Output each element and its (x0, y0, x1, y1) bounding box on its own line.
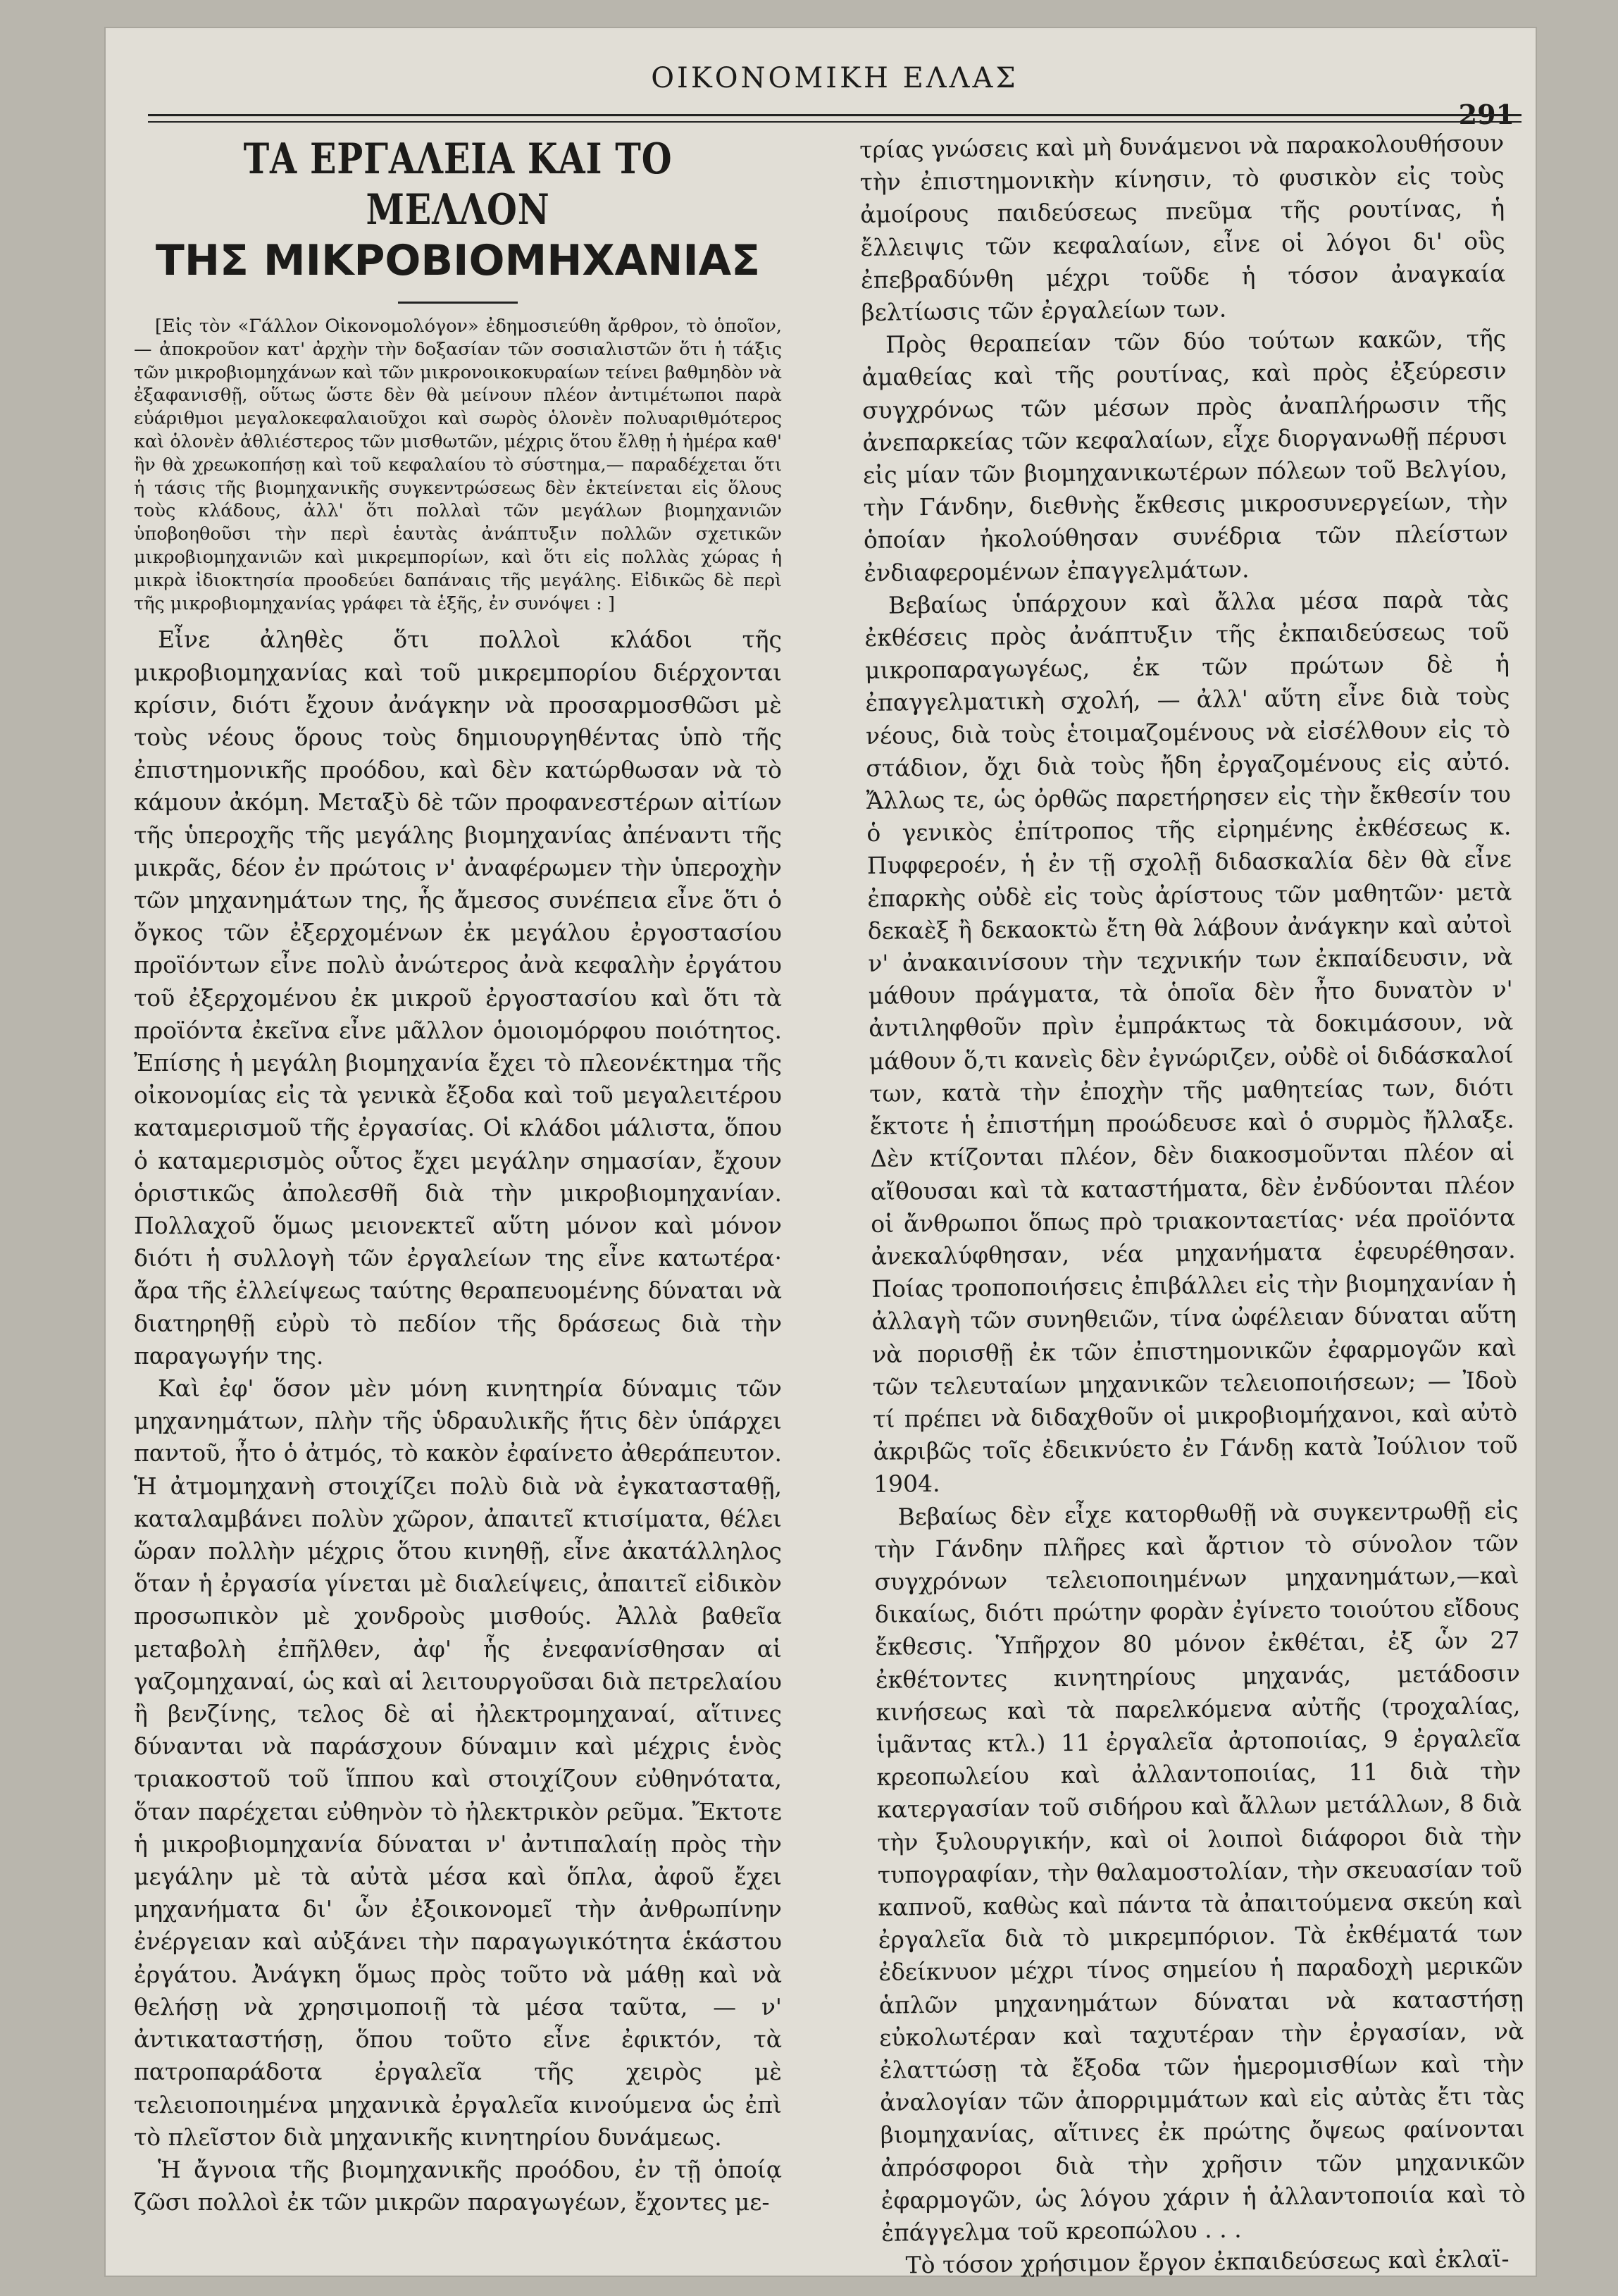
header-rule (148, 114, 1521, 116)
body-paragraph: Βεβαίως δὲν εἶχε κατορθωθῇ νὰ συγκεντρωθῇ εἰς τὴν Γάνδην πλῆρες καὶ ἄρτιον τὸ σύνολον τῶν συγχρόνων τελειοποιημένων μηχανημάτων,—καὶ δικαίως, διότι πρώτην φορὰν ἐγίνετο τοιούτου εἴδους ἔκθεσις. Ὑπῆρχον 80 μόνον ἐκθέται, ἐξ ὧν 27 ἐκθέτοντες κινητηρίους μηχανάς, μετάδοσιν κινήσεως καὶ τὰ παρελκόμενα αὐτῆς (τροχαλίας, ἱμᾶντας κτλ.) 11 ἐργαλεῖα ἀρτοποιίας, 9 ἐργαλεῖα κρεοπωλείου καὶ ἀλλαντοποιίας, 11 διὰ τὴν κατεργασίαν τοῦ σιδήρου καὶ ἄλλων μετάλλων, 8 διὰ τὴν ξυλουργικήν, καὶ οἱ λοιποὶ διάφοροι διὰ τὴν τυπογραφίαν, τὴν θαλαμοστολίαν, τὴν σκευασίαν τοῦ καπνοῦ, καθὼς καὶ πάντα τὰ ἀπαιτούμενα σκεύη καὶ ἐργαλεῖα διὰ τὸ μικρεμπόριον. Τὰ ἐκθέματά των ἐδείκνυον μέχρι τίνος σημείου ἡ παραδοχὴ μερικῶν ἁπλῶν μηχανημάτων δύναται νὰ καταστήσῃ εὐκολωτέραν καὶ ταχυτέραν τὴν ἐργασίαν, νὰ ἐλαττώσῃ τὰ ἔξοδα τῶν ἡμερομισθίων καὶ τὴν ἀναλογίαν τῶν ἀπορριμμάτων καὶ εἰς αὐτὰς ἔτι τὰς βιομηχανίας, αἵτινες ἐκ πρώτης ὄψεως φαίνονται ἀπρόσφοροι διὰ τὴν χρῆσιν τῶν μηχανικῶν ἐφαρμογῶν, ὡς λόγου χάριν ἡ ἀλλαντοποιία καὶ τὸ ἐπάγγελμα τοῦ κρεοπώλου . . . (873, 1496, 1526, 2247)
body-paragraph: Τὸ τόσον χρήσιμον ἔργον ἐκπαιδεύσεως καὶ ἐκλαϊ- (905, 2245, 1510, 2279)
body-paragraph: Πρὸς θεραπείαν τῶν δύο τούτων κακῶν, τῆς ἀμαθείας καὶ τῆς ρουτίνας, καὶ πρὸς ἐξεύρεσιν συγχρόνως τῶν μέσων πρὸς ἀναπλήρωσιν τῆς ἀνεπαρκείας τῶν κεφαλαίων, εἶχε διοργανωθῇ πέρυσι εἰς μίαν τῶν βιομηχανικωτέρων πόλεων τοῦ Βελγίου, τὴν Γάνδην, διεθνὴς ἔκθεσις μικροσυνεργείων, τὴν ὁποίαν ἠκολούθησαν συνέδρια τῶν πλείστων ἐνδιαφερομένων ἐπαγγελμάτων. (861, 324, 1509, 587)
journal-title: ΟΙΚΟΝΟΜΙΚΗ ΕΛΛΑΣ (651, 62, 1019, 94)
article-title-line-1: ΤΑ ΕΡΓΑΛΕΙΑ ΚΑΙ ΤΟ ΜΕΛΛΟΝ (243, 135, 673, 235)
body-paragraph: Καὶ ἐφ' ὅσον μὲν μόνη κινητηρία δύναμις τῶν μηχανημάτων, πλὴν τῆς ὑδραυλικῆς ἥτις δὲν ὑπάρχει παντοῦ, ἦτο ὁ ἀτμός, τὸ κακὸν ἐφαίνετο ἀθεράπευτον. Ἡ ἀτμομηχανὴ στοιχίζει πολὺ διὰ νὰ ἐγκατασταθῇ, καταλαμβάνει πολὺν χῶρον, ἀπαιτεῖ κτισίματα, θέλει ὥραν πολλὴν μέχρις ὅτου κινηθῇ, εἶνε ἀκατάλληλος ὅταν ἡ ἐργασία γίνεται μὲ διαλείψεις, ἀπαιτεῖ εἰδικὸν προσωπικὸν μὲ χονδροὺς μισθούς. Ἀλλὰ βαθεῖα μεταβολὴ ἐπῆλθεν, ἀφ' ἧς ἐνεφανίσθησαν αἱ γαζομηχαναί, ὡς καὶ αἱ λειτουργοῦσαι διὰ πετρελαίου ἢ βενζίνης, τελος δὲ αἱ ἠλεκτρομηχαναί, αἵτινες δύνανται νὰ παράσχουν δύναμιν καὶ μέχρις ἑνὸς τριακοστοῦ τοῦ ἵππου καὶ στοιχίζουν εὐθηνότατα, ὅταν παρέχεται εὐθηνὸν τὸ ἠλεκτρικὸν ρεῦμα. Ἔκτοτε ἡ μικροβιομηχανία δύναται ν' ἀντιπαλαίῃ πρὸς τὴν μεγάλην μὲ τὰ αὐτὰ μέσα καὶ ὅπλα, ἀφοῦ ἔχει μηχανήματα δι' ὧν ἐξοικονομεῖ τὴν ἀνθρωπίνην ἐνέργειαν καὶ αὐξάνει τὴν παραγωγικότητα ἑκάστου ἐργάτου. Ἀνάγκη ὅμως πρὸς τοῦτο νὰ μάθῃ καὶ νὰ θελήσῃ νὰ χρησιμοποιῇ τὰ μέσα ταῦτα, — ν' ἀντικαταστήσῃ, ὅπου τοῦτο εἶνε ἐφικτόν, τὰ πατροπαράδοτα ἐργαλεῖα τῆς χειρὸς μὲ τελειοποιημένα μηχανικὰ ἐργαλεῖα κινούμενα ὡς ἐπὶ τὸ πλεῖστον διὰ μηχανικῆς κινητηρίου δυνάμεως. (134, 1375, 782, 2151)
article-title-line-2: ΤΗΣ ΜΙΚΡΟΒΙΟΜΗΧΑΝΙΑΣ (155, 236, 761, 285)
body-paragraph-continued: τρίας γνώσεις καὶ μὴ δυνάμενοι νὰ παρακολουθήσουν τὴν ἐπιστημονικὴν κίνησιν, τὸ φυσικὸν εἰς τοὺς ἀμοίρους παιδεύσεως πνεῦμα τῆς ρουτίνας, ἡ ἔλλειψις τῶν κεφαλαίων, εἶνε οἱ λόγοι δι' οὓς ἐπεβραδύνθη μέχρι τοῦδε ἡ τόσον ἀναγκαία βελτίωσις τῶν ἐργαλείων των. (859, 129, 1506, 327)
right-column (859, 127, 1526, 2279)
body-paragraph: Βεβαίως ὑπάρχουν καὶ ἄλλα μέσα παρὰ τὰς ἐκθέσεις πρὸς ἀνάπτυξιν τῆς ἐκπαιδεύσεως τοῦ μικροπαραγωγέως, ἐκ τῶν πρώτων δὲ ἡ ἐπαγγελματικὴ σχολή, — ἀλλ' αὕτη εἶνε διὰ τοὺς νέους, διὰ τοὺς ἑτοιμαζομένους νὰ εἰσέλθουν εἰς τὸ στάδιον, ὄχι διὰ τοὺς ἤδη ἐργαζομένους εἰς αὐτό. Ἄλλως τε, ὡς ὀρθῶς παρετήρησεν εἰς τὴν ἔκθεσίν του ὁ γενικὸς ἐπίτροπος τῆς εἰρημένης ἐκθέσεως κ. Πυφφεροέν, ἡ ἐν τῇ σχολῇ διδασκαλία δὲν θὰ εἶνε ἐπαρκὴς οὐδὲ εἰς τοὺς ἀρίστους τῶν μαθητῶν· μετὰ δεκαὲξ ἢ δεκαοκτὼ ἔτη θὰ λάβουν ἀνάγκην καὶ αὐτοὶ ν' ἀνακαινίσουν τὴν τεχνικήν των ἐκπαίδευσιν, νὰ μάθουν πράγματα, τὰ ὁποῖα δὲν ἦτο δυνατὸν ν' ἀντιληφθοῦν πρὶν ἐμπράκτως τὰ δοκιμάσουν, νὰ μάθουν ὅ,τι κανεὶς δὲν ἐγνώριζεν, οὐδὲ οἱ διδάσκαλοί των, κατὰ τὴν ἐποχὴν τῆς μαθητείας των, διότι ἔκτοτε ἡ ἐπιστήμη προώδευσε καὶ ὁ συρμὸς ἤλλαξε. Δὲν κτίζονται πλέον, δὲν διακοσμοῦνται πλέον αἱ αἴθουσαι καὶ τὰ καταστήματα, δὲν ἐνδύονται πλέον οἱ ἄνθρωποι ὅπως πρὸ τριακονταετίας· νέα προϊόντα ἀνεκαλύφθησαν, νέα μηχανήματα ἐφευρέθησαν. Ποίας τροποποιήσεις ἐπιβάλλει εἰς τὴν βιομηχανίαν ἡ ἀλλαγὴ τῶν συνηθειῶν, τίνα ὠφέλειαν δύναται αὕτη νὰ πορισθῇ ἐκ τῶν ἐπιστημονικῶν ἐφαρμογῶν καὶ τῶν τελευταίων μηχανικῶν τελειοποιήσεων; — Ἰδοὺ τί πρέπει νὰ διδαχθοῦν οἱ μικροβιομήχανοι, καὶ αὐτὸ ἀκριβῶς τοῖς ἐδεικνύετο ἐν Γάνδῃ κατὰ Ἰούλιον τοῦ 1904. (864, 585, 1518, 1498)
header-rule-thin (148, 121, 1521, 123)
body-paragraph: Ἡ ἄγνοια τῆς βιομηχανικῆς προόδου, ἐν τῇ ὁποίᾳ ζῶσι πολλοὶ ἐκ τῶν μικρῶν παραγωγέων, ἔχοντες με- (134, 2155, 782, 2216)
title-separator (398, 302, 518, 304)
body-paragraph: Εἶνε ἀληθὲς ὅτι πολλοὶ κλάδοι τῆς μικροβιομηχανίας καὶ τοῦ μικρεμπορίου διέρχονται κρίσιν, διότι ἔχουν ἀνάγκην νὰ προσαρμοσθῶσι μὲ τοὺς νέους ὅρους τοὺς δημιουργηθέντας ὑπὸ τῆς ἐπιστημονικῆς προόδου, καὶ δὲν κατώρθωσαν νὰ τὸ κάμουν ἀκόμη. Μεταξὺ δὲ τῶν προφανεστέρων αἰτίων τῆς ὑπεροχῆς τῆς μεγάλης βιομηχανίας ἀπέναντι τῆς μικρᾶς, δέον ἐν πρώτοις ν' ἀναφέρωμεν τὴν ὑπεροχὴν τῶν μηχανημάτων της, ἧς ἄμεσος συνέπεια εἶνε ὅτι ὁ ὄγκος τῶν ἐξερχομένων ἐκ μεγάλου ἐργοστασίου προϊόντων εἶνε πολὺ ἀνώτερος ἀνὰ κεφαλὴν ἐργάτου τοῦ ἐξερχομένου ἐκ μικροῦ ἐργοστασίου καὶ ὅτι τὰ προϊόντα ἐκεῖνα εἶνε μᾶλλον ὁμοιομόρφου ποιότητος. Ἐπίσης ἡ μεγάλη βιομηχανία ἔχει τὸ πλεονέκτημα τῆς οἰκονομίας εἰς τὰ γενικὰ ἔξοδα καὶ τοῦ μεγαλειτέρου καταμερισμοῦ τῆς ἐργασίας. Οἱ κλάδοι μάλιστα, ὅπου ὁ καταμερισμὸς οὗτος ἔχει μεγάλην σημασίαν, ἔχουν ὁριστικῶς ἀπολεσθῆ διὰ τὴν μικροβιομηχανίαν. Πολλαχοῦ ὅμως μειονεκτεῖ αὕτη μόνον καὶ μόνον διότι ἡ συλλογὴ τῶν ἐργαλείων της εἶνε κατωτέρα· ἄρα τῆς ἐλλείψεως ταύτης θεραπευομένης δύναται νὰ διατηρηθῇ εὐρὺ τὸ πεδίον τῆς δράσεως διὰ τὴν παραγωγήν της. (134, 626, 782, 1370)
running-header (148, 55, 1521, 130)
left-column (134, 134, 782, 2240)
magazine-page (106, 28, 1536, 2279)
editorial-intro: [Εἰς τὸν «Γάλλον Οἰκονομολόγον» ἐδημοσιεύθη ἄρθρον, τὸ ὁποῖον,— ἀποκροῦον κατ' ἀρχὴν τὴν δοξασίαν τῶν σοσιαλιστῶν ὅτι ἡ τάξις τῶν μικροβιομηχάνων καὶ τῶν μικρονοικοκυραίων τείνει βαθμηδὸν νὰ ἐξαφανισθῇ, οὕτως ὥστε δὲν θὰ μείνουν πλέον ἀντιμέτωποι παρὰ εὐάριθμοι μεγαλοκεφαλαιοῦχοι καὶ σωρὸς ὁλονὲν πολυαριθμότερος καὶ ὁλονὲν ἀθλιέστερος τῶν μισθωτῶν, μέχρις ὅτου ἔλθῃ ἡ ἡμέρα καθ' ἣν θὰ χρεωκοπήσῃ καὶ τοῦ κεφαλαίου τὸ σύστημα,— παραδέχεται ὅτι ἡ τάσις τῆς βιομηχανικῆς συγκεντρώσεως δὲν ἐκτείνεται εἰς ὅλους τοὺς κλάδους, ἀλλ' ὅτι πολλαὶ τῶν μεγάλων βιομηχανιῶν ὑποβοηθοῦσι τὴν περὶ ἑαυτὰς ἀνάπτυξιν πολλῶν σχετικῶν μικροβιομηχανιῶν καὶ μικρεμπορίων, καὶ ὅτι εἰς πολλὰς χώρας ἡ μικρὰ ἰδιοκτησία προοδεύει δαπάναις τῆς μεγάλης. Εἰδικῶς δὲ περὶ τῆς μικροβιομηχανίας γράφει τὰ ἑξῆς, ἐν συνόψει : ] (134, 316, 782, 614)
page-number: 291 (1458, 99, 1514, 130)
